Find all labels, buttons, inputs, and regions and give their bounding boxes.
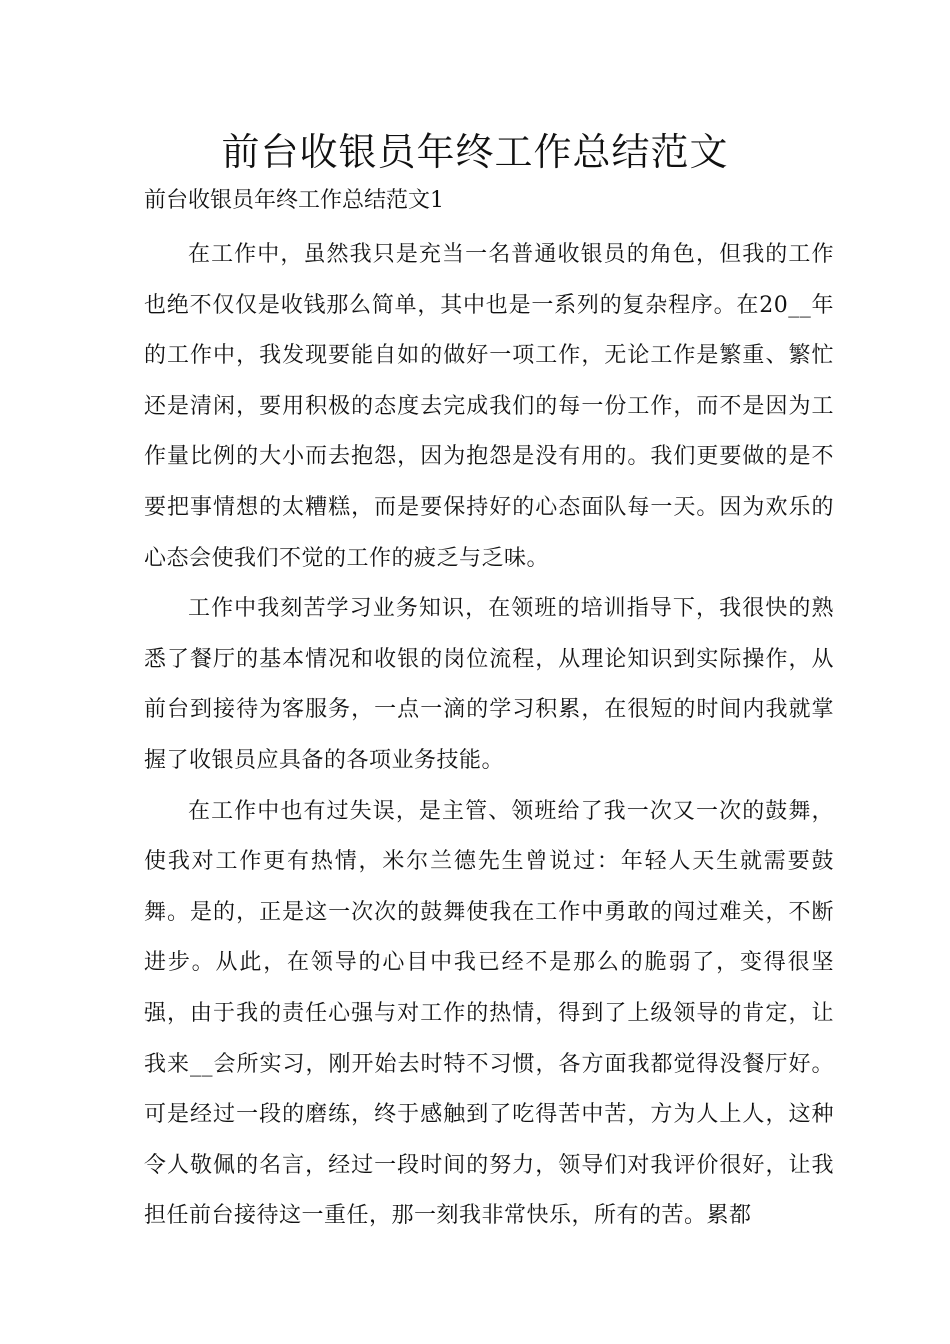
paragraph-3: 在工作中也有过失误，是主管、领班给了我一次又一次的鼓舞，使我对工作更有热情，米尔兰德先生曾说过：年轻人天生就需要鼓舞。是的，正是这一次次的鼓舞使我在工作中勇敢的闯过难关，不断进步。从此，在领导的心目中我已经不是那么的脆弱了，变得很坚强，由于我的责任心强与对工作的热情，得到了上级领导的肯定，让我来__会所实习，刚开始去时特不习惯，各方面我都觉得没餐厅好。可是经过一段的磨练，终于感触到了吃得苦中苦，方为人上人，这种令人敬佩的名言，经过一段时间的努力，领导们对我评价很好，让我担任前台接待这一重任，那一刻我非常快乐，所有的苦。累都 [144,798,834,1229]
page-title: 前台收银员年终工作总结范文 [221,130,729,174]
paragraph-2: 工作中我刻苦学习业务知识，在领班的培训指导下，我很快的熟悉了餐厅的基本情况和收银的岗位流程，从理论知识到实际操作，从前台到接待为客服务，一点一滴的学习积累，在很短的时间内我就掌握了收银员应具备的各项业务技能。 [144,596,834,773]
section-heading: 前台收银员年终工作总结范文1 [144,188,444,213]
paragraph-1: 在工作中，虽然我只是充当一名普通收银员的角色，但我的工作也绝不仅仅是收钱那么简单，其中也是一系列的复杂程序。在20__年的工作中，我发现要能自如的做好一项工作，无论工作是繁重、繁忙还是清闲，要用积极的态度去完成我们的每一份工作，而不是因为工作量比例的大小而去抱怨，因为抱怨是没有用的。我们更要做的是不要把事情想的太糟糕，而是要保持好的心态面队每一天。因为欢乐的心态会使我们不觉的工作的疲乏与乏味。 [144,242,834,571]
document-body [144,230,834,1242]
